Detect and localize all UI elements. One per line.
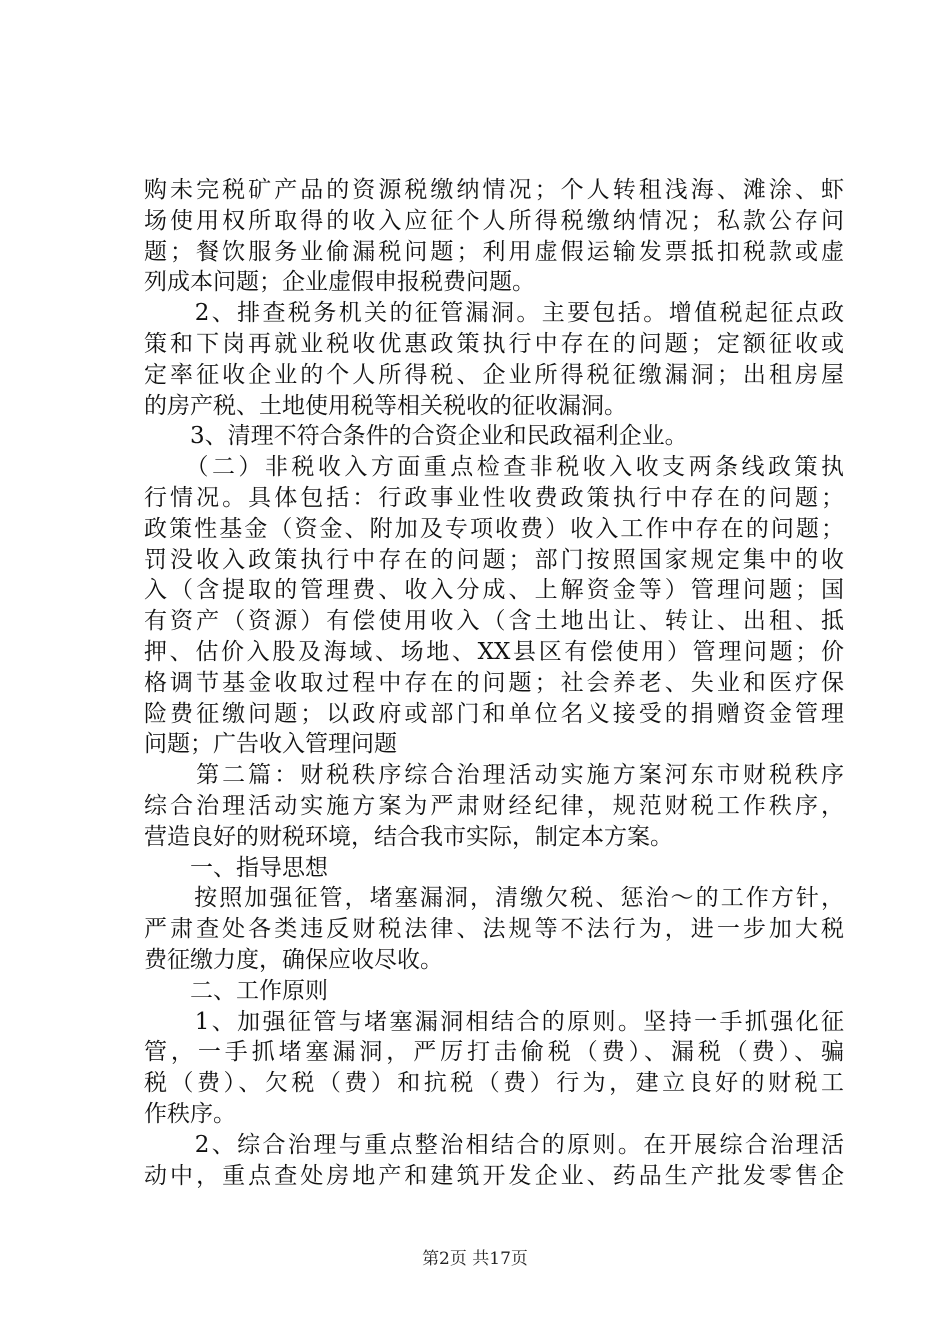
text-line: 题；餐饮服务业偷漏税问题；利用虚假运输发票抵扣税款或虚 (144, 238, 844, 265)
text-line: 3、清理不符合条件的合资企业和民政福利企业。 (144, 423, 688, 450)
text-line: 策和下岗再就业税收优惠政策执行中存在的问题；定额征收或 (144, 330, 844, 357)
text-line: 格调节基金收取过程中存在的问题；社会养老、失业和医疗保 (144, 669, 844, 696)
text-line: 动中，重点查处房地产和建筑开发企业、药品生产批发零售企 (144, 1162, 844, 1189)
text-line: 列成本问题；企业虚假申报税费问题。 (144, 269, 535, 296)
text-line: 第二篇：财税秩序综合治理活动实施方案河东市财税秩序 (144, 762, 844, 789)
text-line: 费征缴力度，确保应收尽收。 (144, 946, 443, 973)
text-line: 购未完税矿产品的资源税缴纳情况；个人转租浅海、滩涂、虾 (144, 177, 844, 203)
text-line: 税（费）、欠税（费）和抗税（费）行为，建立良好的财税工 (144, 1070, 844, 1097)
text-line: 罚没收入政策执行中存在的问题；部门按照国家规定集中的收 (144, 546, 844, 573)
text-line: 作秩序。 (144, 1100, 236, 1127)
text-line: 入（含提取的管理费、收入分成、上解资金等）管理问题；国 (144, 577, 844, 604)
text-line: 一、指导思想 (144, 854, 328, 881)
text-line: 2、排查税务机关的征管漏洞。主要包括。增值税起征点政 (144, 300, 844, 327)
text-line: 管，一手抓堵塞漏洞，严厉打击偷税（费）、漏税（费）、骗 (144, 1039, 844, 1066)
text-line: 的房产税、土地使用税等相关税收的征收漏洞。 (144, 392, 627, 419)
text-line: 1、加强征管与堵塞漏洞相结合的原则。坚持一手抓强化征 (144, 1008, 844, 1035)
text-line: 严肃查处各类违反财税法律、法规等不法行为，进一步加大税 (144, 916, 844, 943)
text-line: 场使用权所取得的收入应征个人所得税缴纳情况；私款公存问 (144, 207, 844, 234)
text-line: 综合治理活动实施方案为严肃财经纪律，规范财税工作秩序， (144, 792, 844, 819)
document-body (144, 175, 844, 1191)
text-line: 问题；广告收入管理问题 (144, 731, 397, 758)
text-line: 按照加强征管，堵塞漏洞，清缴欠税、惩治～的工作方针， (144, 885, 844, 912)
page-footer: 第2页 共17页 (422, 1249, 528, 1269)
text-line: 政策性基金（资金、附加及专项收费）收入工作中存在的问题； (144, 515, 844, 542)
text-line: 押、估价入股及海域、场地、XX县区有偿使用）管理问题；价 (144, 638, 844, 665)
text-line: 有资产（资源）有偿使用收入（含土地出让、转让、出租、抵 (144, 608, 844, 635)
text-line: 险费征缴问题；以政府或部门和单位名义接受的捐赠资金管理 (144, 700, 844, 727)
text-line: 营造良好的财税环境，结合我市实际，制定本方案。 (144, 823, 673, 850)
text-line: 2、综合治理与重点整治相结合的原则。在开展综合治理活 (144, 1131, 844, 1158)
text-line: 定率征收企业的个人所得税、企业所得税征缴漏洞；出租房屋 (144, 361, 844, 388)
text-line: 二、工作原则 (144, 977, 328, 1004)
text-line: 行情况。具体包括：行政事业性收费政策执行中存在的问题； (144, 484, 844, 511)
text-line: （二）非税收入方面重点检查非税收入收支两条线政策执 (144, 454, 844, 481)
